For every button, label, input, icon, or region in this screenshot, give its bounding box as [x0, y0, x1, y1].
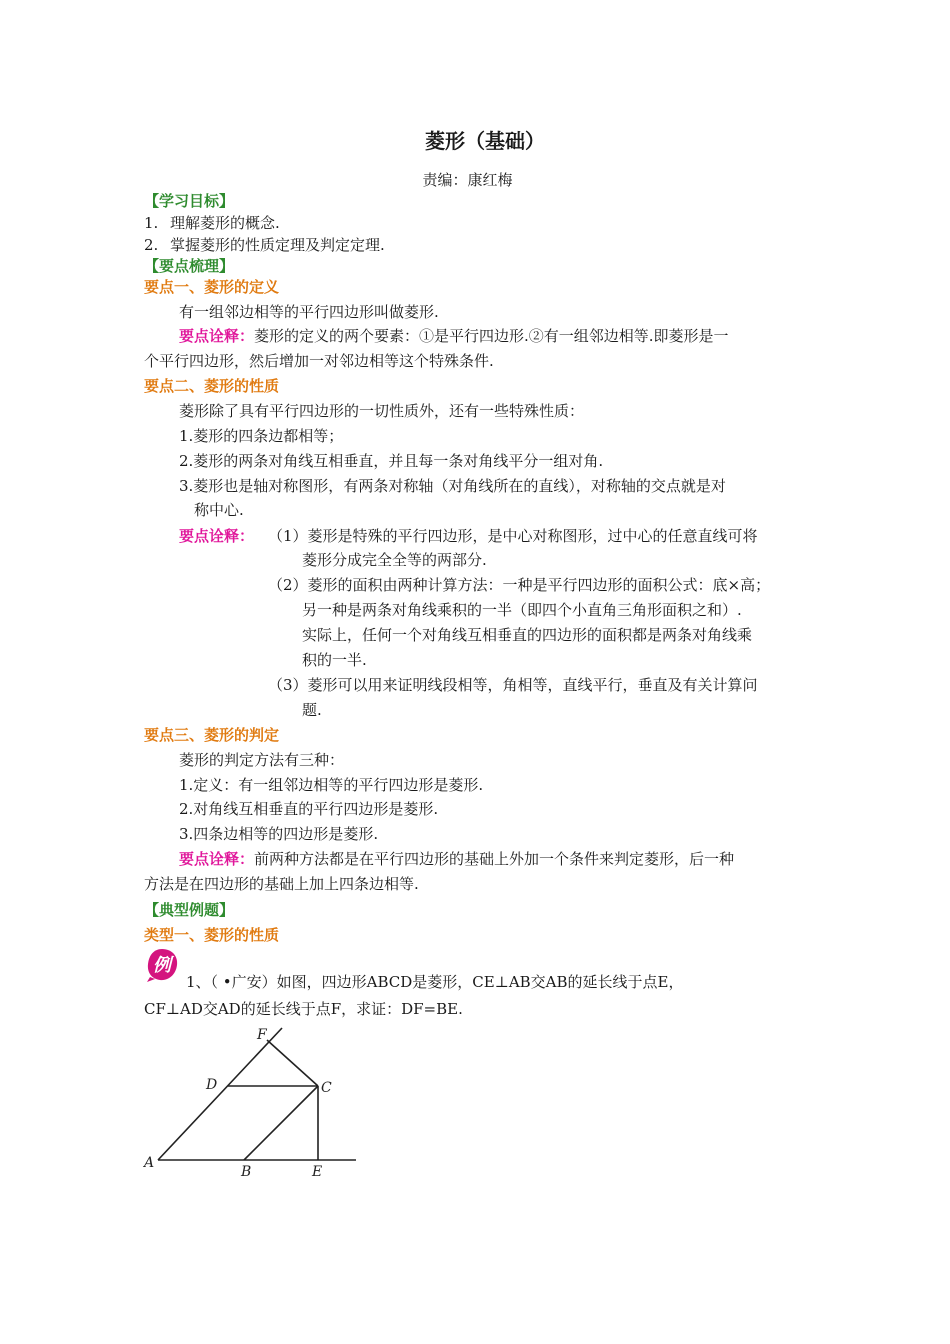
type1-heading: 类型一、菱形的性质 [144, 926, 280, 944]
examples-heading: 【典型例题】 [144, 901, 235, 919]
point3-item: 1.定义：有一组邻边相等的平行四边形是菱形. [179, 776, 484, 794]
point3-note [179, 849, 734, 869]
problem-text-cont: CF⊥AD交AD的延长线于点F，求证：DF=BE. [144, 1000, 463, 1018]
point1-heading: 要点一、菱形的定义 [144, 278, 280, 296]
point2-item-cont: 称中心. [194, 501, 244, 519]
goal-number: 2. [144, 236, 159, 254]
note-label: 要点诠释： [179, 850, 255, 868]
goal-number: 1. [144, 214, 159, 232]
label-e: E [312, 1164, 323, 1180]
point2-note: （2）菱形的面积由两种计算方法：一种是平行四边形的面积公式：底×高； [268, 576, 771, 594]
point3-note-cont: 方法是在四边形的基础上加上四条边相等. [144, 875, 419, 893]
problem-text: 1、（ •广安）如图，四边形ABCD是菱形，CE⊥AB交AB的延长线于点E， [186, 973, 684, 991]
point2-intro: 菱形除了具有平行四边形的一切性质外，还有一些特殊性质： [179, 402, 585, 420]
point1-note [179, 326, 729, 346]
editor-credit: 责编：康红梅 [422, 171, 513, 189]
goal-item [144, 235, 385, 255]
label-b: B [241, 1164, 252, 1180]
segment-cf [267, 1040, 318, 1086]
segment-bc [244, 1086, 318, 1160]
point2-note-cont: 积的一半. [302, 651, 367, 669]
point2-note-cont: 实际上，任何一个对角线互相垂直的四边形的面积都是两条对角线乘 [302, 626, 753, 644]
label-d: D [206, 1077, 218, 1093]
point2-note-cont: 题. [302, 701, 322, 719]
point3-intro: 菱形的判定方法有三种： [179, 751, 345, 769]
point3-item: 3.四条边相等的四边形是菱形. [179, 825, 379, 843]
point2-item: 1.菱形的四条边都相等； [179, 427, 344, 445]
note-label: 要点诠释： [179, 327, 255, 345]
point3-item: 2.对角线互相垂直的平行四边形是菱形. [179, 800, 439, 818]
summary-heading: 【要点梳理】 [144, 257, 235, 275]
point2-note-label: 要点诠释： [179, 527, 255, 545]
point2-note-cont: 另一种是两条对角线乘积的一半（即四个小直角三角形面积之和）. [302, 601, 742, 619]
page-title: 菱形（基础） [425, 129, 545, 153]
example-badge-icon [144, 947, 180, 983]
point2-note: （3）菱形可以用来证明线段相等，角相等，直线平行，垂直及有关计算问 [268, 676, 758, 694]
point2-note-cont: 菱形分成完全全等的两部分. [302, 551, 487, 569]
point2-item: 2.菱形的两条对角线互相垂直，并且每一条对角线平分一组对角. [179, 452, 604, 470]
goal-text: 理解菱形的概念. [170, 214, 280, 232]
label-f: F [257, 1027, 267, 1043]
goals-heading: 【学习目标】 [144, 192, 235, 210]
label-c: C [321, 1080, 332, 1096]
point1-definition: 有一组邻边相等的平行四边形叫做菱形. [179, 303, 439, 321]
point3-heading: 要点三、菱形的判定 [144, 726, 280, 744]
goal-item [144, 213, 280, 233]
note-text: 菱形的定义的两个要素：①是平行四边形.②有一组邻边相等.即菱形是一 [254, 327, 729, 345]
badge-label: 例 [153, 955, 171, 976]
label-a: A [144, 1155, 155, 1171]
point2-heading: 要点二、菱形的性质 [144, 377, 280, 395]
goal-text: 掌握菱形的性质定理及判定定理. [170, 236, 385, 254]
note-text: 前两种方法都是在平行四边形的基础上外加一个条件来判定菱形，后一种 [254, 850, 735, 868]
rhombus-figure [140, 1020, 370, 1185]
point1-note-cont: 个平行四边形，然后增加一对邻边相等这个特殊条件. [144, 352, 494, 370]
point2-note: （1）菱形是特殊的平行四边形，是中心对称图形，过中心的任意直线可将 [268, 527, 758, 545]
point2-item: 3.菱形也是轴对称图形，有两条对称轴（对角线所在的直线），对称轴的交点就是对 [179, 477, 726, 495]
